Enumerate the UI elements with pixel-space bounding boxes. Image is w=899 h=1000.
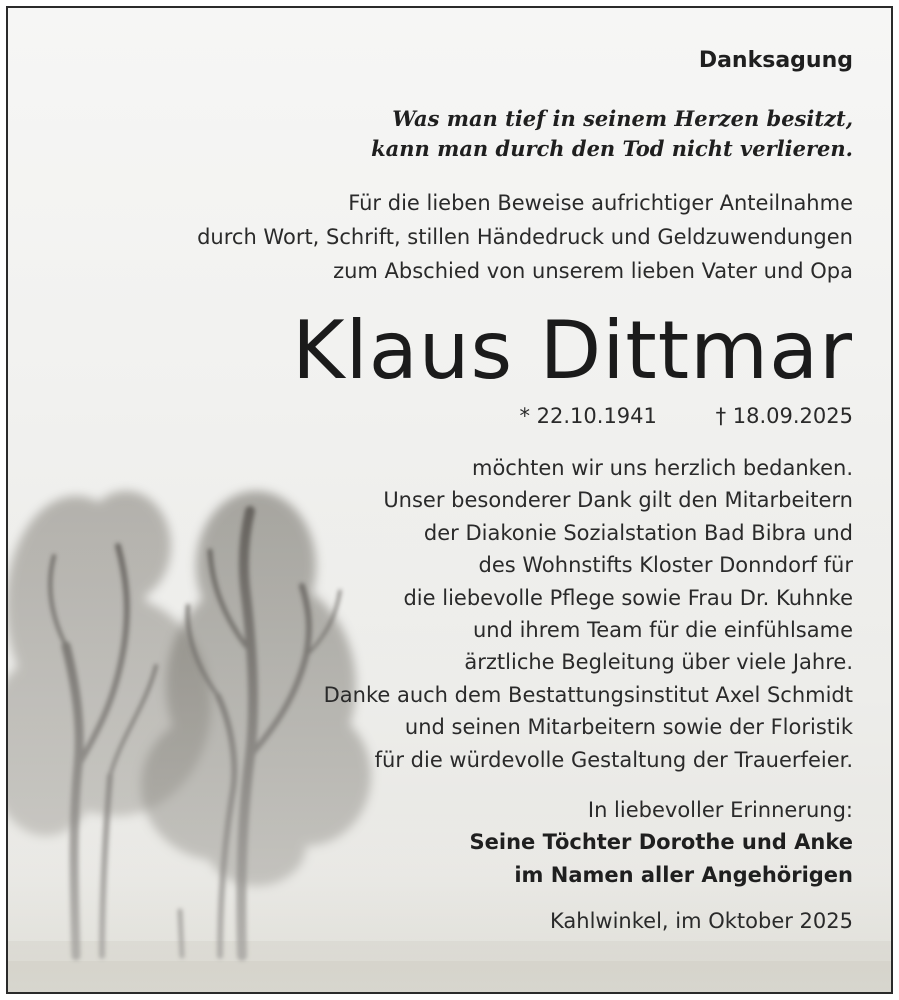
signer-line: im Namen aller Angehörigen — [514, 863, 853, 887]
thanks-line: möchten wir uns herzlich bedanken. — [471, 456, 853, 480]
place-and-date: Kahlwinkel, im Oktober 2025 — [550, 909, 853, 933]
obituary-card — [6, 6, 893, 994]
death-date: † 18.09.2025 — [715, 404, 853, 428]
thanks-line: und seinen Mitarbeitern sowie der Floristik — [404, 715, 853, 740]
signer-line: Seine Töchter Dorothe und Anke — [469, 830, 853, 854]
quote-line: kann man durch den Tod nicht verlieren. — [371, 136, 853, 161]
heading-danksagung: Danksagung — [698, 48, 853, 73]
intro-paragraph — [197, 186, 853, 288]
thanks-line: des Wohnstifts Kloster Donndorf für — [478, 553, 853, 578]
life-dates — [519, 401, 853, 431]
thanks-line: Danke auch dem Bestattungsinstitut Axel Schmidt — [323, 682, 853, 707]
memorial-quote — [371, 104, 853, 164]
deceased-name: Klaus Dittmar — [292, 304, 853, 397]
thanks-line: für die würdevolle Gestaltung der Trauerfeier. — [374, 747, 853, 772]
intro-line: zum Abschied von unserem lieben Vater und Opa — [333, 259, 853, 283]
intro-line: durch Wort, Schrift, stillen Händedruck und Geldzuwendungen — [197, 225, 853, 249]
thanks-line: und ihrem Team für die einfühlsame — [472, 618, 853, 643]
thanks-line: Unser besonderer Dank gilt den Mitarbeitern — [383, 488, 853, 513]
signers — [470, 826, 853, 892]
thanks-paragraph — [324, 452, 853, 776]
birth-date: * 22.10.1941 — [519, 404, 657, 428]
thanks-line: der Diakonie Sozialstation Bad Bibra und — [423, 520, 853, 545]
intro-line: Für die lieben Beweise aufrichtiger Anteilnahme — [348, 191, 853, 215]
closing-remembrance: In liebevoller Erinnerung: — [587, 798, 853, 822]
thanks-line: ärztliche Begleitung über viele Jahre. — [464, 650, 853, 675]
thanks-line: die liebevolle Pflege sowie Frau Dr. Kuhnke — [403, 585, 853, 610]
quote-line: Was man tief in seinem Herzen besitzt, — [392, 106, 853, 131]
